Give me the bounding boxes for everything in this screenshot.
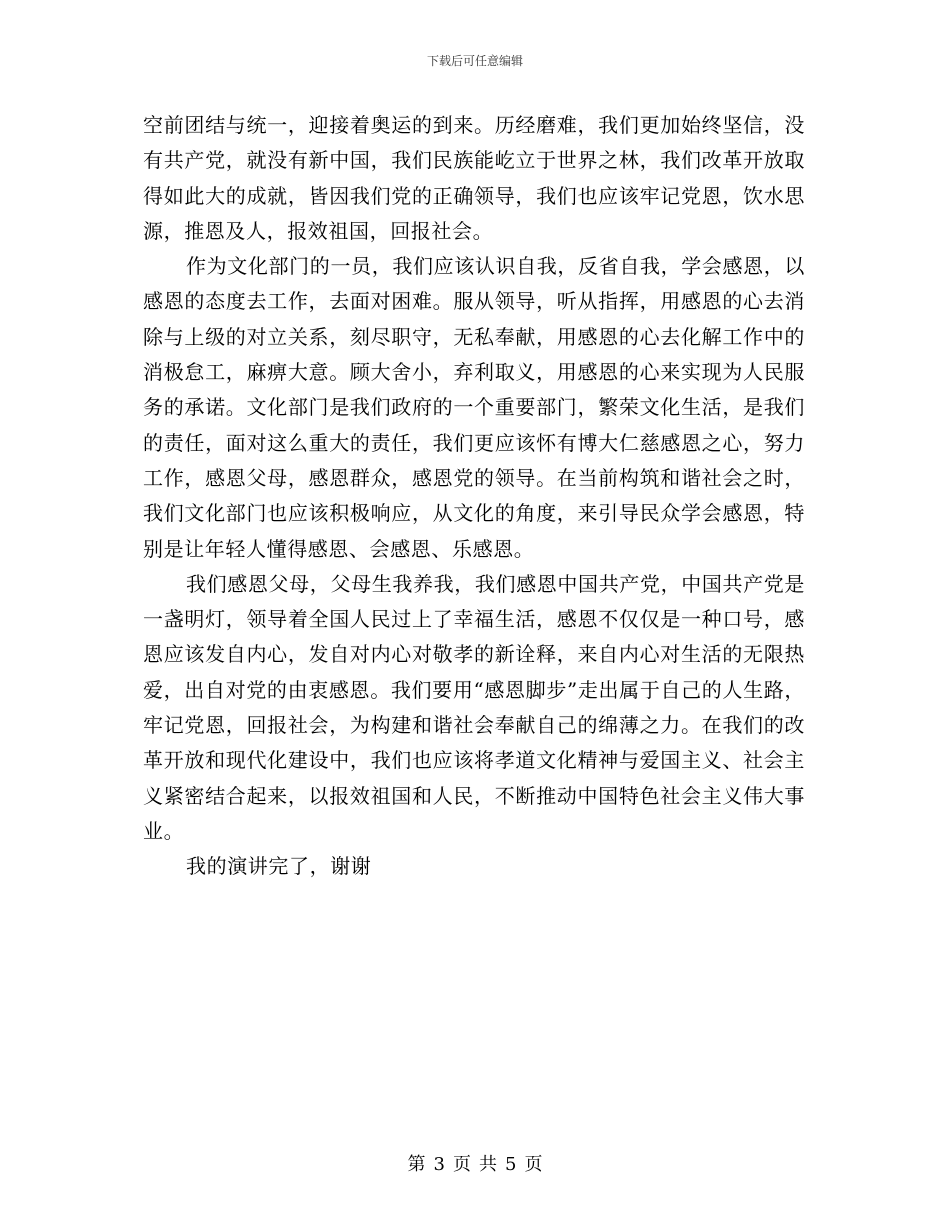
page-header-note: 下载后可任意编辑 (426, 54, 523, 68)
footer-label-ye: 页 (453, 1154, 471, 1175)
paragraph-gratitude: 我们感恩父母，父母生我养我，我们感恩中国共产党，中国共产党是一盏明灯，领导着全国人民过上了幸福生活，感恩不仅仅是一种口号，感恩应该发自内心，发自对内心对敬孝的新诠释，来自内心对生活的无限热爱，出自对党的由衷感恩。我们要用“感恩脚步”走出属于自己的人生路，牢记党恩，回报社会，为构建和谐社会奉献自己的绵薄之力。在我们的改革开放和现代化建设中，我们也应该将孝道文化精神与爱国主义、社会主义紧密结合起来，以报效祖国和人民，不断推动中国特色社会主义伟大事业。 (143, 571, 805, 843)
paragraph-closing: 我的演讲完了，谢谢 (186, 854, 372, 879)
footer-total-pages: 5 (505, 1154, 517, 1175)
footer-label-gong: 共 (479, 1154, 497, 1175)
footer-label-ye-2: 页 (524, 1154, 543, 1175)
footer-current-page: 3 (433, 1154, 445, 1175)
page-number-footer (0, 1154, 950, 1176)
paragraph-culture-department: 作为文化部门的一员，我们应该认识自我，反省自我，学会感恩，以感恩的态度去工作，去面对困难。服从领导，听从指挥，用感恩的心去消除与上级的对立关系，刻尽职守，无私奉献，用感恩的心去化解工作中的消极怠工，麻痹大意。顾大舍小，弃利取义，用感恩的心来实现为人民服务的承诺。文化部门是我们政府的一个重要部门，繁荣文化生活，是我们的责任，面对这么重大的责任，我们更应该怀有博大仁慈感恩之心，努力工作，感恩父母，感恩群众，感恩党的领导。在当前构筑和谐社会之时，我们文化部门也应该积极响应，从文化的角度，来引导民众学会感恩，特别是让年轻人懂得感恩、会感恩、乐感恩。 (143, 254, 805, 561)
footer-label-di: 第 (407, 1154, 426, 1175)
document-body (143, 108, 805, 885)
paragraph-continuation: 空前团结与统一，迎接着奥运的到来。历经磨难，我们更加始终坚信，没有共产党，就没有新中国，我们民族能屹立于世界之林，我们改革开放取得如此大的成就，皆因我们党的正确领导，我们也应该牢记党恩，饮水思源，推恩及人，报效祖国，回报社会。 (143, 113, 805, 243)
